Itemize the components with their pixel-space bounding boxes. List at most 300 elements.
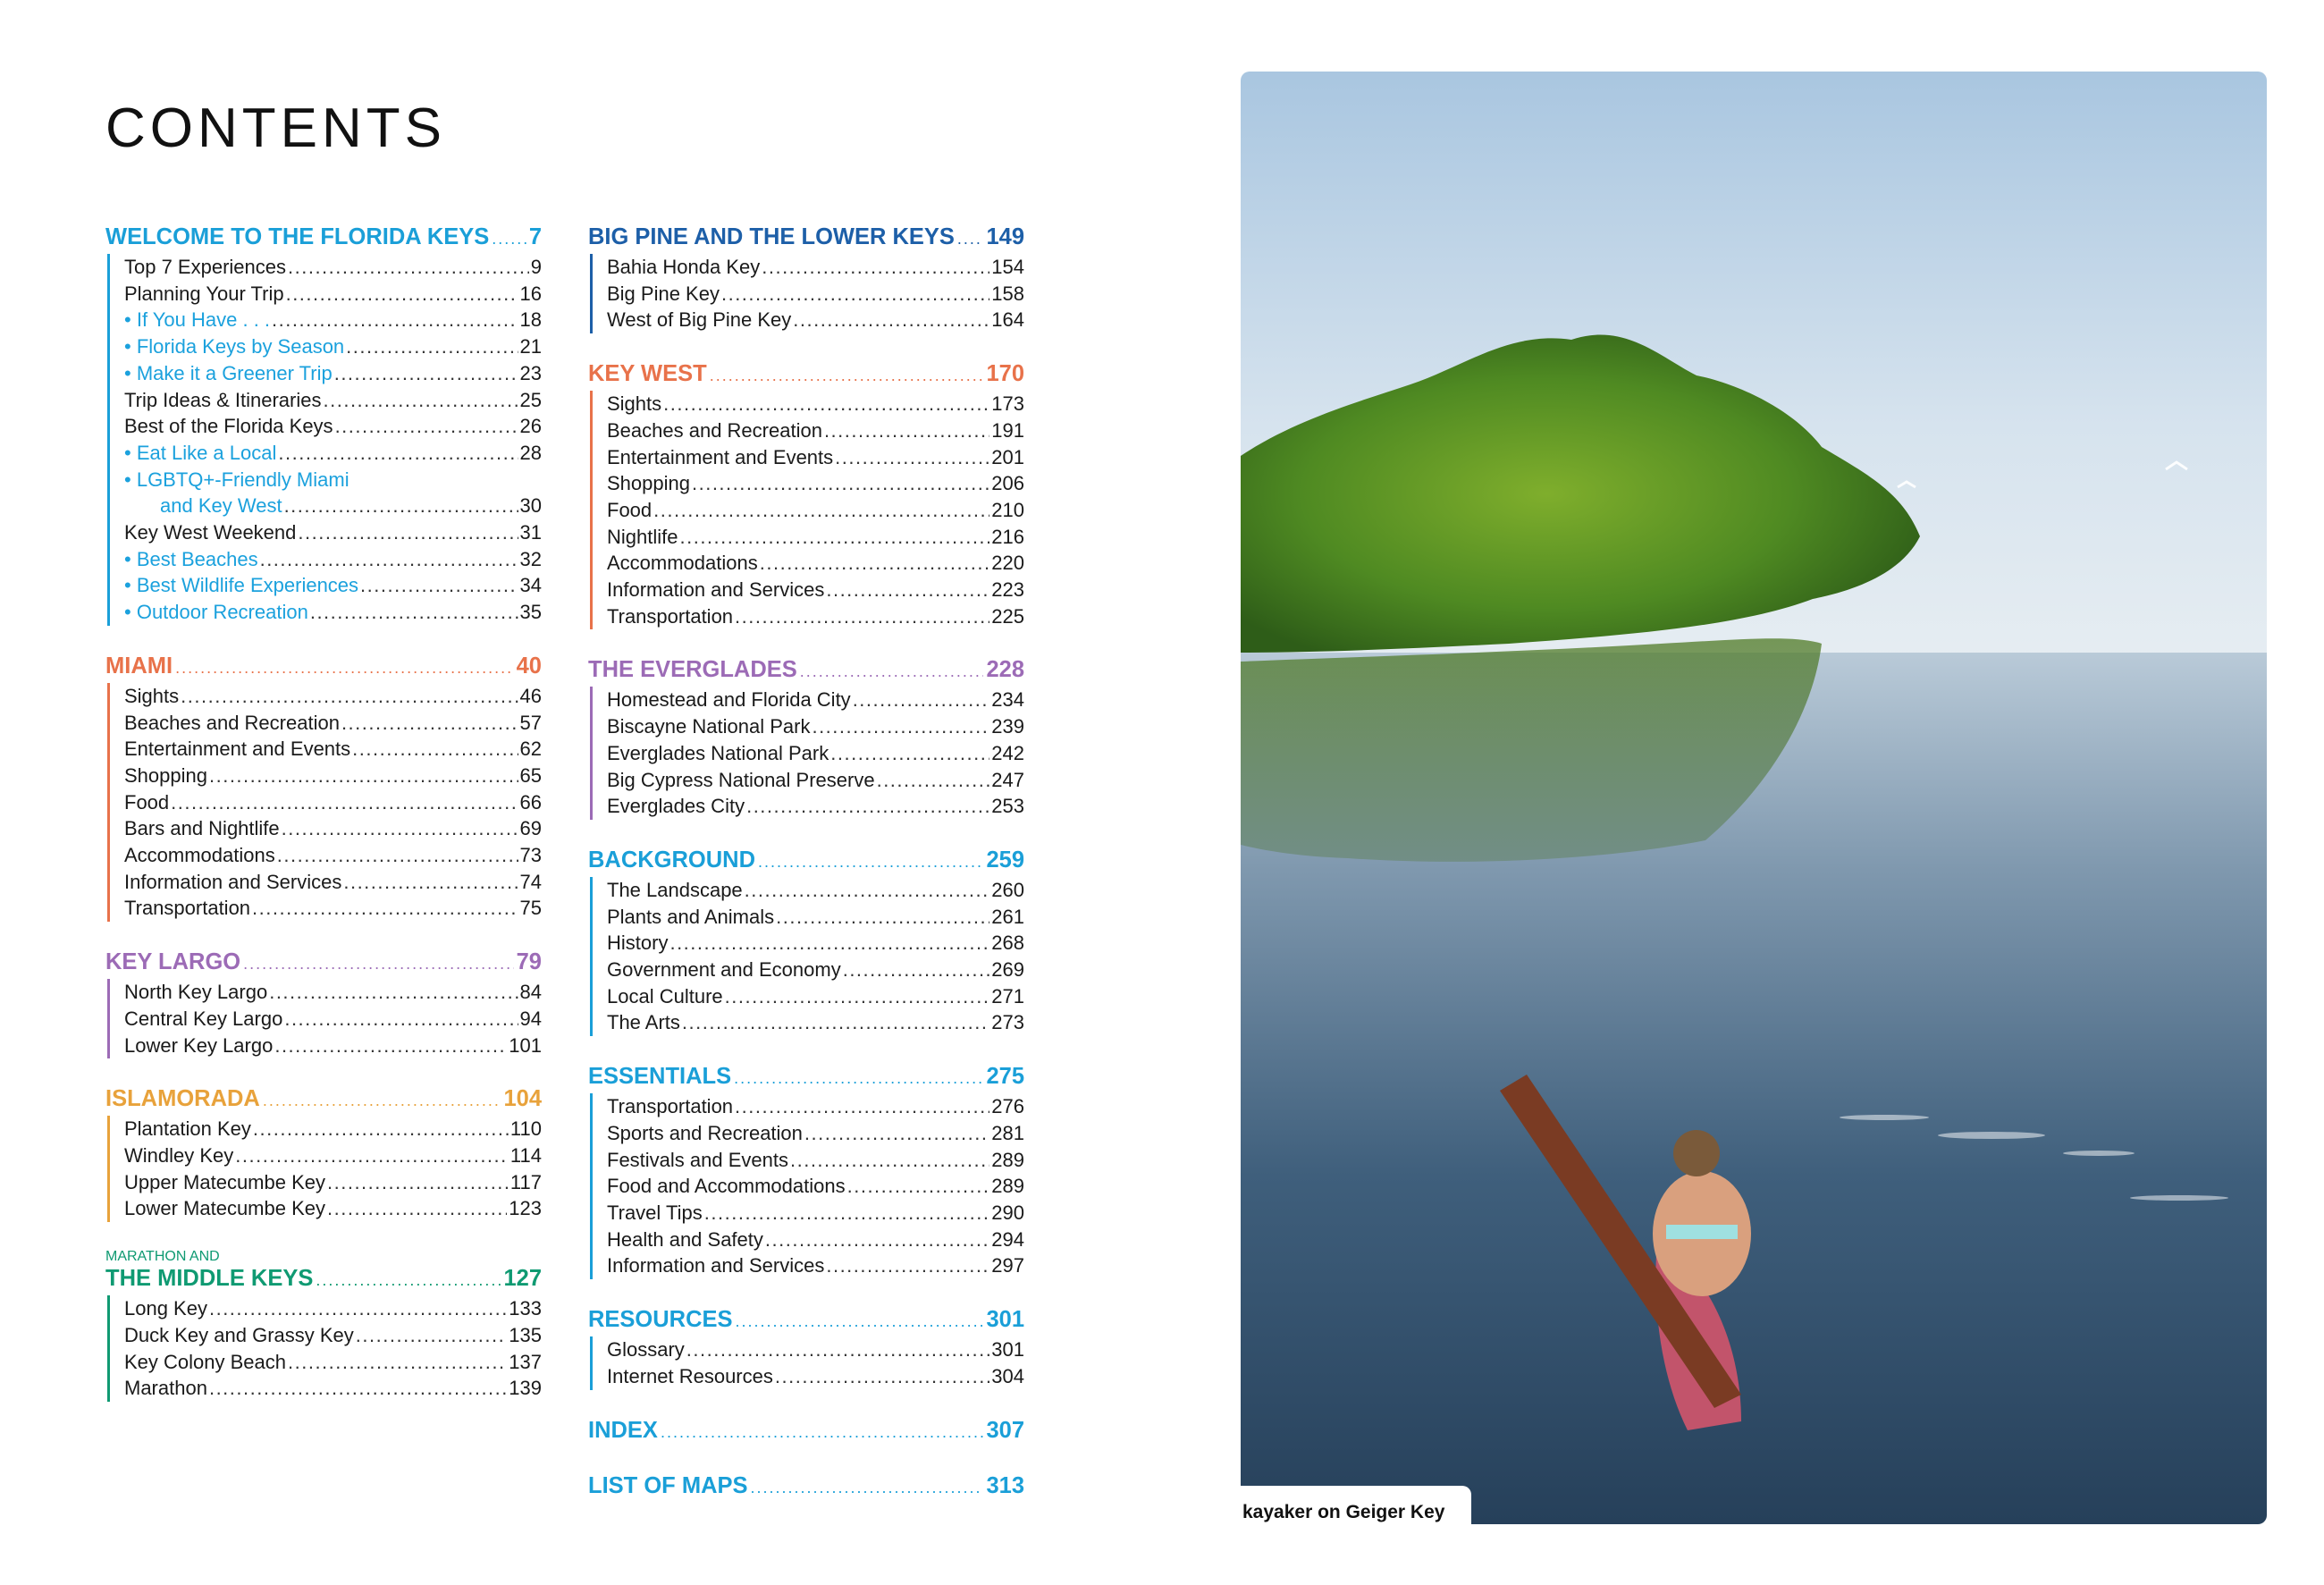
entry-label: Local Culture — [607, 984, 723, 1007]
toc-entry[interactable] — [607, 1173, 1024, 1200]
toc-entry[interactable] — [124, 1142, 542, 1169]
toc-entry[interactable] — [124, 360, 542, 387]
dot-leader — [263, 1087, 501, 1114]
entry-label: Internet Resources — [607, 1364, 773, 1387]
entry-page-number: 46 — [519, 684, 542, 707]
entry-page-number: 304 — [991, 1364, 1024, 1387]
section-title: MIAMI — [105, 653, 173, 679]
dot-leader — [686, 1336, 989, 1363]
dot-leader — [679, 524, 989, 551]
section-title: INDEX — [588, 1417, 658, 1443]
toc-entry[interactable] — [124, 333, 542, 360]
toc-section — [588, 1417, 1024, 1446]
entry-label: Key West Weekend — [124, 521, 297, 544]
toc-entry[interactable] — [607, 281, 1024, 308]
section-entries — [107, 979, 542, 1058]
entry-label: Planning Your Trip — [124, 282, 284, 305]
section-page-number: 228 — [986, 657, 1024, 683]
dot-leader — [760, 550, 990, 577]
entry-page-number: 9 — [530, 256, 542, 278]
entry-label: Long Key — [124, 1297, 207, 1320]
entry-page-number: 123 — [509, 1197, 542, 1220]
section-heading[interactable] — [588, 656, 1024, 685]
dot-leader — [209, 1295, 507, 1322]
entry-label: Accommodations — [607, 552, 758, 575]
toc-entry[interactable] — [124, 710, 542, 737]
entry-label: • Make it a Greener Trip — [124, 360, 333, 387]
dot-leader — [847, 1173, 990, 1200]
dot-leader — [775, 1363, 989, 1390]
toc-entry[interactable] — [607, 1147, 1024, 1174]
entry-label: Transportation — [124, 897, 251, 920]
section-heading[interactable] — [105, 653, 542, 681]
entry-label: Lower Key Largo — [124, 1033, 274, 1057]
section-title: LIST OF MAPS — [588, 1472, 748, 1498]
entry-label: Sights — [607, 392, 662, 416]
toc-section — [588, 1472, 1024, 1501]
dot-leader — [830, 740, 989, 767]
entry-page-number: 201 — [991, 445, 1024, 468]
toc-section — [105, 1085, 542, 1222]
entry-page-number: 253 — [991, 795, 1024, 818]
section-page-number: 275 — [986, 1064, 1024, 1090]
toc-entry[interactable] — [607, 793, 1024, 820]
dot-leader — [334, 360, 518, 387]
dot-leader — [877, 767, 990, 794]
toc-entry[interactable] — [124, 789, 542, 816]
section-page-number: 301 — [986, 1307, 1024, 1333]
toc-entry[interactable] — [607, 1252, 1024, 1279]
section-heading[interactable] — [105, 1265, 542, 1294]
dot-leader — [735, 603, 989, 630]
entry-label: Everglades National Park — [607, 741, 829, 764]
toc-entry[interactable] — [607, 417, 1024, 444]
dot-leader — [669, 930, 989, 957]
dot-leader — [243, 950, 513, 977]
entry-page-number: 273 — [991, 1011, 1024, 1034]
toc-entry[interactable] — [124, 842, 542, 869]
entry-page-number: 57 — [519, 711, 542, 734]
entry-page-number: 25 — [519, 388, 542, 411]
entry-label: Food — [124, 790, 170, 814]
dot-leader — [735, 1093, 989, 1120]
entry-page-number: 73 — [519, 844, 542, 867]
dot-leader — [274, 1033, 507, 1059]
dot-leader — [762, 254, 989, 281]
dot-leader — [277, 842, 518, 869]
dot-leader — [316, 1267, 501, 1294]
entry-label: Beaches and Recreation — [607, 418, 822, 442]
toc-entry[interactable] — [607, 877, 1024, 904]
entry-label: Shopping — [124, 763, 207, 787]
toc-entry[interactable] — [607, 957, 1024, 983]
section-page-number: 40 — [516, 653, 542, 679]
toc-section — [105, 948, 542, 1058]
section-heading[interactable] — [588, 847, 1024, 875]
section-page-number: 104 — [503, 1086, 542, 1112]
section-heading[interactable] — [588, 360, 1024, 389]
toc-section — [588, 1063, 1024, 1279]
dot-leader — [746, 793, 989, 820]
entry-label: Transportation — [607, 604, 734, 628]
entry-label: Trip Ideas & Itineraries — [124, 388, 322, 411]
section-title: ISLAMORADA — [105, 1086, 260, 1112]
entry-page-number: 247 — [991, 768, 1024, 791]
entry-page-number: 62 — [519, 738, 542, 761]
entry-label: Sights — [124, 684, 180, 707]
dot-leader — [269, 979, 518, 1006]
entry-label: Plants and Animals — [607, 905, 775, 928]
dot-leader — [790, 1147, 989, 1174]
entry-page-number: 289 — [991, 1175, 1024, 1198]
entry-label: Homestead and Florida City — [607, 688, 851, 712]
section-title: BIG PINE AND THE LOWER KEYS — [588, 224, 955, 249]
toc-entry[interactable] — [124, 413, 542, 440]
toc-entry[interactable] — [124, 1195, 542, 1222]
entry-page-number: 223 — [991, 578, 1024, 602]
entry-page-number: 290 — [991, 1201, 1024, 1224]
dot-leader — [284, 1006, 518, 1033]
toc-section — [588, 847, 1024, 1036]
dot-leader — [725, 983, 990, 1010]
dot-leader — [352, 736, 518, 763]
toc-entry[interactable] — [124, 763, 542, 789]
entry-page-number: 289 — [991, 1148, 1024, 1171]
entry-page-number: 35 — [519, 601, 542, 624]
entry-page-number: 31 — [519, 521, 542, 544]
section-title: BACKGROUND — [588, 847, 755, 873]
toc-entry[interactable] — [607, 1120, 1024, 1147]
dot-leader — [826, 1252, 989, 1279]
dot-leader — [704, 1200, 990, 1227]
dot-leader — [209, 1375, 507, 1402]
entry-label: • If You Have . . . — [124, 307, 270, 333]
section-entries — [107, 1116, 542, 1222]
section-entries — [590, 877, 1024, 1036]
entry-page-number: 139 — [509, 1377, 542, 1400]
entry-page-number: 210 — [991, 498, 1024, 521]
toc-entry[interactable] — [124, 895, 542, 922]
dot-leader — [286, 281, 518, 308]
entry-page-number: 216 — [991, 525, 1024, 548]
entry-page-number: 268 — [991, 932, 1024, 955]
section-page-number: 79 — [516, 949, 542, 975]
entry-label: Health and Safety — [607, 1227, 763, 1251]
toc-entry[interactable] — [124, 519, 542, 546]
entry-page-number: 16 — [519, 282, 542, 305]
entry-label: Transportation — [607, 1095, 734, 1118]
dot-leader — [663, 391, 989, 417]
dot-leader — [800, 658, 984, 685]
toc-entry[interactable] — [607, 524, 1024, 551]
toc-left-column — [105, 223, 542, 1429]
entry-page-number: 242 — [991, 741, 1024, 764]
entry-label: Entertainment and Events — [124, 738, 351, 761]
section-page-number: 307 — [986, 1417, 1024, 1443]
section-heading[interactable] — [105, 1085, 542, 1114]
entry-label: • Best Wildlife Experiences — [124, 572, 358, 599]
dot-leader — [327, 1169, 509, 1196]
entry-label: Government and Economy — [607, 958, 841, 982]
toc-entry[interactable] — [124, 1322, 542, 1349]
section-entries — [107, 254, 542, 626]
toc-section — [588, 1306, 1024, 1389]
toc-entry[interactable] — [124, 1295, 542, 1322]
page-title: CONTENTS — [105, 97, 446, 159]
entry-label: Windley Key — [124, 1143, 234, 1167]
entry-label: North Key Largo — [124, 981, 268, 1004]
toc-entry[interactable] — [607, 307, 1024, 333]
toc-entry[interactable] — [607, 1009, 1024, 1036]
entry-page-number: 276 — [991, 1095, 1024, 1118]
dot-leader — [710, 362, 984, 389]
entry-label: Best of the Florida Keys — [124, 415, 333, 438]
photo-caption: kayaker on Geiger Key — [1242, 1502, 1445, 1522]
entry-page-number: 206 — [991, 472, 1024, 495]
dot-leader — [253, 1116, 509, 1142]
toc-entry[interactable] — [124, 281, 542, 308]
entry-page-number: 261 — [991, 905, 1024, 928]
entry-label: Upper Matecumbe Key — [124, 1170, 325, 1193]
dot-leader — [751, 1474, 984, 1501]
dot-leader — [824, 417, 989, 444]
dot-leader — [175, 654, 514, 681]
dot-leader — [171, 789, 518, 816]
entry-label: West of Big Pine Key — [607, 308, 792, 332]
entry-page-number: 294 — [991, 1227, 1024, 1251]
dot-leader — [692, 470, 989, 497]
entry-label: Information and Services — [607, 1254, 825, 1277]
dot-leader — [745, 877, 990, 904]
toc-entry[interactable] — [607, 1363, 1024, 1390]
kayaker-photo — [1241, 72, 2267, 1524]
toc-entry[interactable] — [607, 740, 1024, 767]
entry-page-number: 74 — [519, 870, 542, 893]
dot-leader — [346, 333, 518, 360]
dot-leader — [653, 497, 989, 524]
dot-leader — [327, 1195, 507, 1222]
dot-leader — [235, 1142, 509, 1169]
entry-page-number: 75 — [519, 897, 542, 920]
entry-page-number: 84 — [519, 981, 542, 1004]
entry-label: Food and Accommodations — [607, 1175, 846, 1198]
toc-entry[interactable] — [607, 904, 1024, 931]
entry-page-number: 23 — [519, 361, 542, 384]
entry-page-number: 191 — [991, 418, 1024, 442]
section-page-number: 149 — [986, 224, 1024, 249]
toc-entry[interactable] — [607, 391, 1024, 417]
toc-section — [105, 653, 542, 922]
toc-entry[interactable] — [124, 254, 542, 281]
entry-label: • Eat Like a Local — [124, 440, 276, 467]
entry-label: Beaches and Recreation — [124, 711, 340, 734]
dot-leader — [288, 254, 529, 281]
dot-leader — [360, 572, 518, 599]
toc-entry[interactable] — [607, 983, 1024, 1010]
toc-entry[interactable] — [124, 307, 542, 333]
toc-section — [588, 223, 1024, 333]
dot-leader — [209, 763, 518, 789]
toc-entry[interactable] — [124, 387, 542, 414]
entry-label: Sports and Recreation — [607, 1121, 803, 1144]
toc-entry[interactable] — [124, 546, 542, 573]
entry-label: History — [607, 932, 669, 955]
toc-entry-continued[interactable] — [124, 493, 542, 519]
dot-leader — [835, 444, 989, 471]
toc-entry[interactable] — [124, 599, 542, 626]
toc-section — [105, 223, 542, 626]
entry-label: Bars and Nightlife — [124, 817, 280, 840]
entry-label: Bahia Honda Key — [607, 256, 761, 278]
entry-page-number: 32 — [519, 547, 542, 570]
toc-entry[interactable] — [607, 470, 1024, 497]
toc-entry[interactable] — [607, 767, 1024, 794]
entry-label: Marathon — [124, 1377, 207, 1400]
entry-label: Information and Services — [607, 578, 825, 602]
toc-entry[interactable] — [607, 930, 1024, 957]
entry-label: • Best Beaches — [124, 546, 258, 573]
entry-page-number: 281 — [991, 1121, 1024, 1144]
entry-page-number: 220 — [991, 552, 1024, 575]
entry-label: Information and Services — [124, 870, 342, 893]
section-entries — [590, 391, 1024, 629]
toc-entry[interactable] — [124, 1375, 542, 1402]
dot-leader — [341, 710, 518, 737]
toc-section — [588, 656, 1024, 820]
section-page-number: 313 — [986, 1472, 1024, 1498]
toc-entry[interactable] — [607, 577, 1024, 603]
toc-entry[interactable] — [124, 869, 542, 896]
toc-entry[interactable] — [607, 444, 1024, 471]
toc-section — [588, 360, 1024, 629]
section-heading[interactable] — [588, 1417, 1024, 1446]
dot-leader — [776, 904, 989, 931]
section-heading[interactable] — [105, 948, 542, 977]
toc-entry[interactable] — [124, 979, 542, 1006]
dot-leader — [356, 1322, 508, 1349]
dot-leader — [272, 307, 518, 333]
entry-label: • Outdoor Recreation — [124, 599, 308, 626]
entry-label: • LGBTQ+-Friendly Miami — [124, 468, 349, 491]
dot-leader — [826, 577, 989, 603]
dot-leader — [734, 1065, 983, 1092]
entry-label: Travel Tips — [607, 1201, 703, 1224]
section-page-number: 259 — [986, 847, 1024, 873]
toc-entry[interactable] — [124, 467, 542, 493]
toc-entry[interactable] — [607, 713, 1024, 740]
toc-entry[interactable] — [124, 1033, 542, 1059]
section-heading[interactable] — [588, 1306, 1024, 1335]
entry-label: Glossary — [607, 1338, 685, 1362]
dot-leader — [758, 848, 983, 875]
dot-leader — [278, 440, 518, 467]
entry-page-number: 110 — [509, 1117, 542, 1141]
entry-page-number: 114 — [509, 1143, 542, 1167]
entry-label: Plantation Key — [124, 1117, 251, 1141]
entry-page-number: 225 — [991, 604, 1024, 628]
entry-page-number: 135 — [509, 1323, 542, 1346]
entry-label: Central Key Largo — [124, 1007, 283, 1030]
section-entries — [590, 1336, 1024, 1389]
entry-label: Food — [607, 498, 653, 521]
section-title: KEY LARGO — [105, 949, 241, 975]
entry-page-number: 239 — [991, 715, 1024, 738]
toc-entry[interactable] — [607, 254, 1024, 281]
toc-entry[interactable] — [607, 497, 1024, 524]
toc-entry[interactable] — [607, 687, 1024, 713]
entry-page-number: 173 — [991, 392, 1024, 416]
entry-label: Festivals and Events — [607, 1148, 788, 1171]
entry-page-number: 34 — [519, 574, 542, 597]
section-entries — [590, 687, 1024, 820]
entry-page-number: 297 — [991, 1254, 1024, 1277]
entry-page-number: 28 — [519, 441, 542, 464]
toc-entry[interactable] — [124, 1349, 542, 1376]
entry-label: Key Colony Beach — [124, 1350, 286, 1373]
section-entries — [107, 683, 542, 922]
toc-entry[interactable] — [124, 572, 542, 599]
section-heading[interactable] — [588, 223, 1024, 252]
section-heading[interactable] — [588, 1063, 1024, 1092]
dot-leader — [793, 307, 989, 333]
dot-leader — [492, 225, 526, 252]
dot-leader — [804, 1120, 989, 1147]
entry-label-line2: and Key West — [160, 494, 282, 518]
section-heading[interactable] — [588, 1472, 1024, 1501]
section-title: ESSENTIALS — [588, 1064, 732, 1090]
dot-leader — [343, 869, 518, 896]
toc-entry[interactable] — [607, 1093, 1024, 1120]
section-page-number: 127 — [503, 1266, 542, 1292]
toc-entry[interactable] — [124, 440, 542, 467]
toc-entry[interactable] — [607, 603, 1024, 630]
entry-page-number: 69 — [519, 817, 542, 840]
toc-entry[interactable] — [607, 1227, 1024, 1253]
entry-label: • Florida Keys by Season — [124, 333, 344, 360]
entry-label: Lower Matecumbe Key — [124, 1197, 325, 1220]
toc-entry[interactable] — [607, 550, 1024, 577]
toc-entry[interactable] — [607, 1200, 1024, 1227]
dot-leader — [181, 683, 518, 710]
section-heading[interactable] — [105, 223, 542, 252]
dot-leader — [252, 895, 518, 922]
dot-leader — [853, 687, 990, 713]
entry-page-number: 234 — [991, 688, 1024, 712]
toc-entry[interactable] — [124, 683, 542, 710]
entry-page-number: 18 — [519, 308, 542, 332]
dot-leader — [260, 546, 518, 573]
toc-entry[interactable] — [124, 736, 542, 763]
dot-leader — [298, 519, 518, 546]
entry-label: Biscayne National Park — [607, 715, 811, 738]
toc-entry[interactable] — [124, 1006, 542, 1033]
toc-entry[interactable] — [607, 1336, 1024, 1363]
section-title: KEY WEST — [588, 361, 707, 387]
entry-page-number: 137 — [509, 1350, 542, 1373]
entry-label: Accommodations — [124, 844, 275, 867]
dot-leader — [957, 225, 984, 252]
section-title: MARATHON AND — [105, 1249, 220, 1265]
entry-label: Nightlife — [607, 525, 678, 548]
entry-label: Entertainment and Events — [607, 445, 834, 468]
toc-entry[interactable] — [124, 1116, 542, 1142]
entry-page-number: 271 — [991, 984, 1024, 1007]
dot-leader — [736, 1308, 984, 1335]
toc-entry[interactable] — [124, 815, 542, 842]
toc-entry[interactable] — [124, 1169, 542, 1196]
entry-page-number: 66 — [519, 790, 542, 814]
dot-leader — [721, 281, 989, 308]
